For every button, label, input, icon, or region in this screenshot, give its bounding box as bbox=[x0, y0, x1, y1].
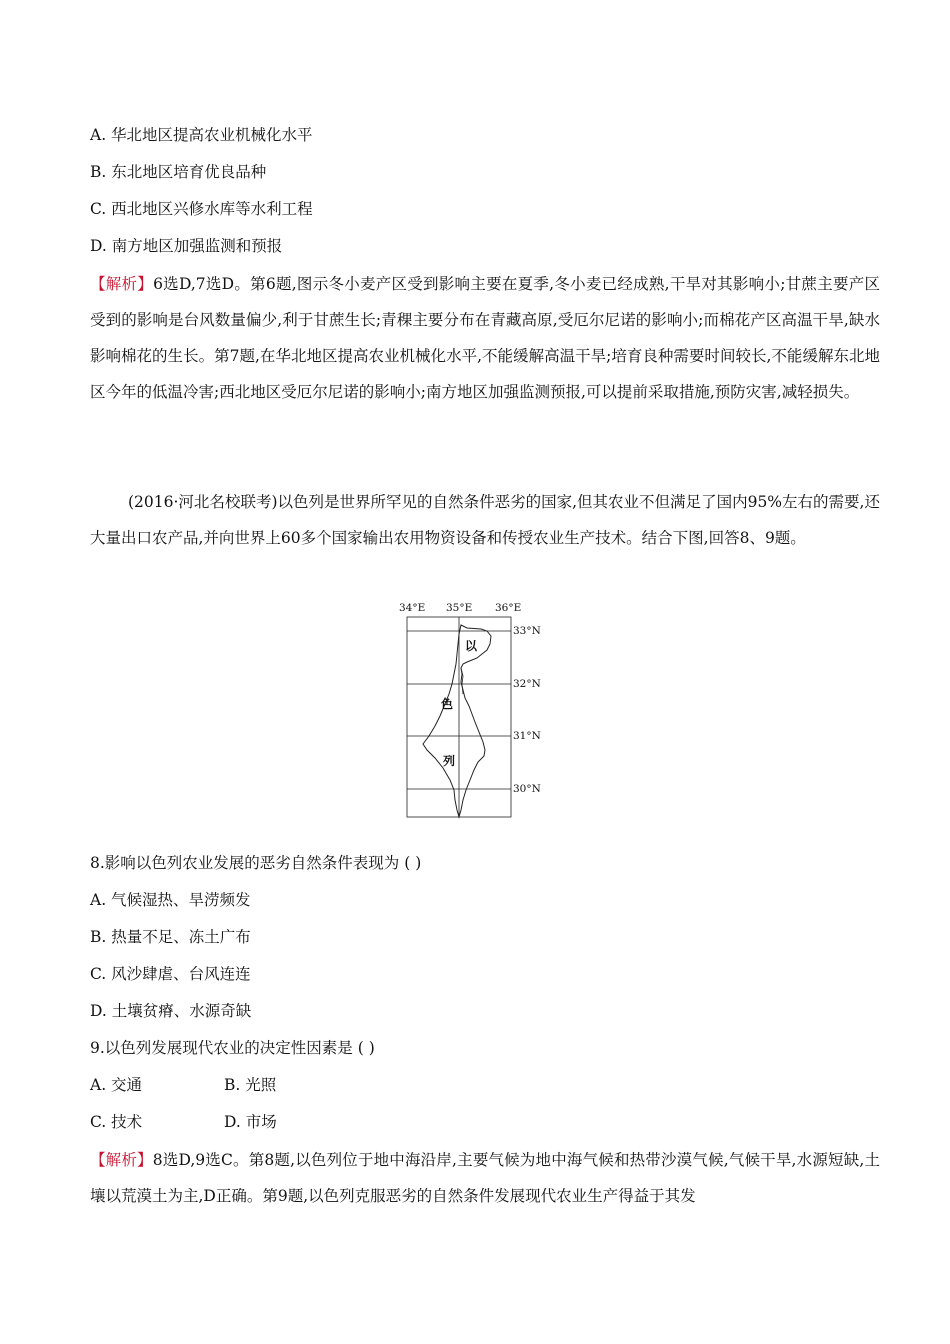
lon-label-36: 36°E bbox=[495, 602, 522, 614]
lon-label-34: 34°E bbox=[399, 602, 426, 614]
q9-stem: 9.以色列发展现代农业的决定性因素是 ( ) bbox=[90, 1039, 375, 1057]
q8-stem: 8.影响以色列农业发展的恶劣自然条件表现为 ( ) bbox=[90, 854, 422, 872]
explanation-8-9 bbox=[90, 1142, 880, 1214]
country-char-1: 以 bbox=[465, 639, 478, 653]
country-char-2: 色 bbox=[441, 697, 454, 711]
explanation-tag: 【解析】 bbox=[90, 1151, 153, 1169]
israel-outline bbox=[423, 625, 491, 817]
q9-options-row-2 bbox=[90, 1112, 277, 1132]
lat-label-30: 30°N bbox=[513, 783, 541, 795]
explanation-tag: 【解析】 bbox=[90, 275, 154, 293]
q9-option-d: D. 市场 bbox=[224, 1113, 277, 1131]
explanation-text: 6选D,7选D。第6题,图示冬小麦产区受到影响主要在夏季,冬小麦已经成熟,干旱对其影响小;甘蔗主要产区受到的影响是台风数量偏少,利于甘蔗生长;青稞主要分布在青藏高原,受厄尔尼诺的影响小;而棉花产区高温干旱,缺水影响棉花的生长。第7题,在华北地区提高农业机械化水平,不能缓解高温干旱;培育良种需要时间较长,不能缓解东北地区今年的低温冷害;西北地区受厄尔尼诺的影响小;南方地区加强监测预报,可以提前采取措施,预防灾害,减轻损失。 bbox=[90, 275, 880, 401]
israel-map-figure bbox=[395, 598, 565, 820]
map-grid bbox=[407, 617, 511, 817]
q7-option-c: C. 西北地区兴修水库等水利工程 bbox=[90, 200, 313, 218]
q8-option-a: A. 气候湿热、旱涝频发 bbox=[90, 891, 251, 909]
lat-label-32: 32°N bbox=[513, 678, 541, 690]
q8-option-b: B. 热量不足、冻土广布 bbox=[90, 928, 251, 946]
q7-option-b: B. 东北地区培育优良品种 bbox=[90, 163, 267, 181]
explanation-text: 8选D,9选C。第8题,以色列位于地中海沿岸,主要气候为地中海气候和热带沙漠气候,气候干旱,水源短缺,土壤以荒漠土为主,D正确。第9题,以色列克服恶劣的自然条件发展现代农业生产得益于其发 bbox=[90, 1151, 880, 1205]
q8-option-c: C. 风沙肆虐、台风连连 bbox=[90, 965, 251, 983]
q7-option-d: D. 南方地区加强监测和预报 bbox=[90, 237, 283, 255]
israel-map-svg bbox=[395, 598, 565, 820]
country-char-3: 列 bbox=[443, 754, 456, 768]
lon-label-35: 35°E bbox=[446, 602, 473, 614]
q9-option-b: B. 光照 bbox=[224, 1076, 277, 1094]
lat-label-33: 33°N bbox=[513, 625, 541, 637]
lat-label-31: 31°N bbox=[513, 730, 541, 742]
q9-options-row-1 bbox=[90, 1075, 276, 1095]
q7-option-a: A. 华北地区提高农业机械化水平 bbox=[90, 126, 313, 144]
q9-option-a: A. 交通 bbox=[90, 1076, 143, 1094]
q8-option-d: D. 土壤贫瘠、水源奇缺 bbox=[90, 1002, 252, 1020]
q9-option-c: C. 技术 bbox=[90, 1113, 143, 1131]
explanation-6-7 bbox=[90, 266, 880, 410]
question-intro: (2016·河北名校联考)以色列是世界所罕见的自然条件恶劣的国家,但其农业不但满足了国内95%左右的需要,还大量出口农产品,并向世界上60多个国家输出农用物资设备和传授农业生产技术。结合下图,回答8、9题。 bbox=[90, 493, 880, 547]
